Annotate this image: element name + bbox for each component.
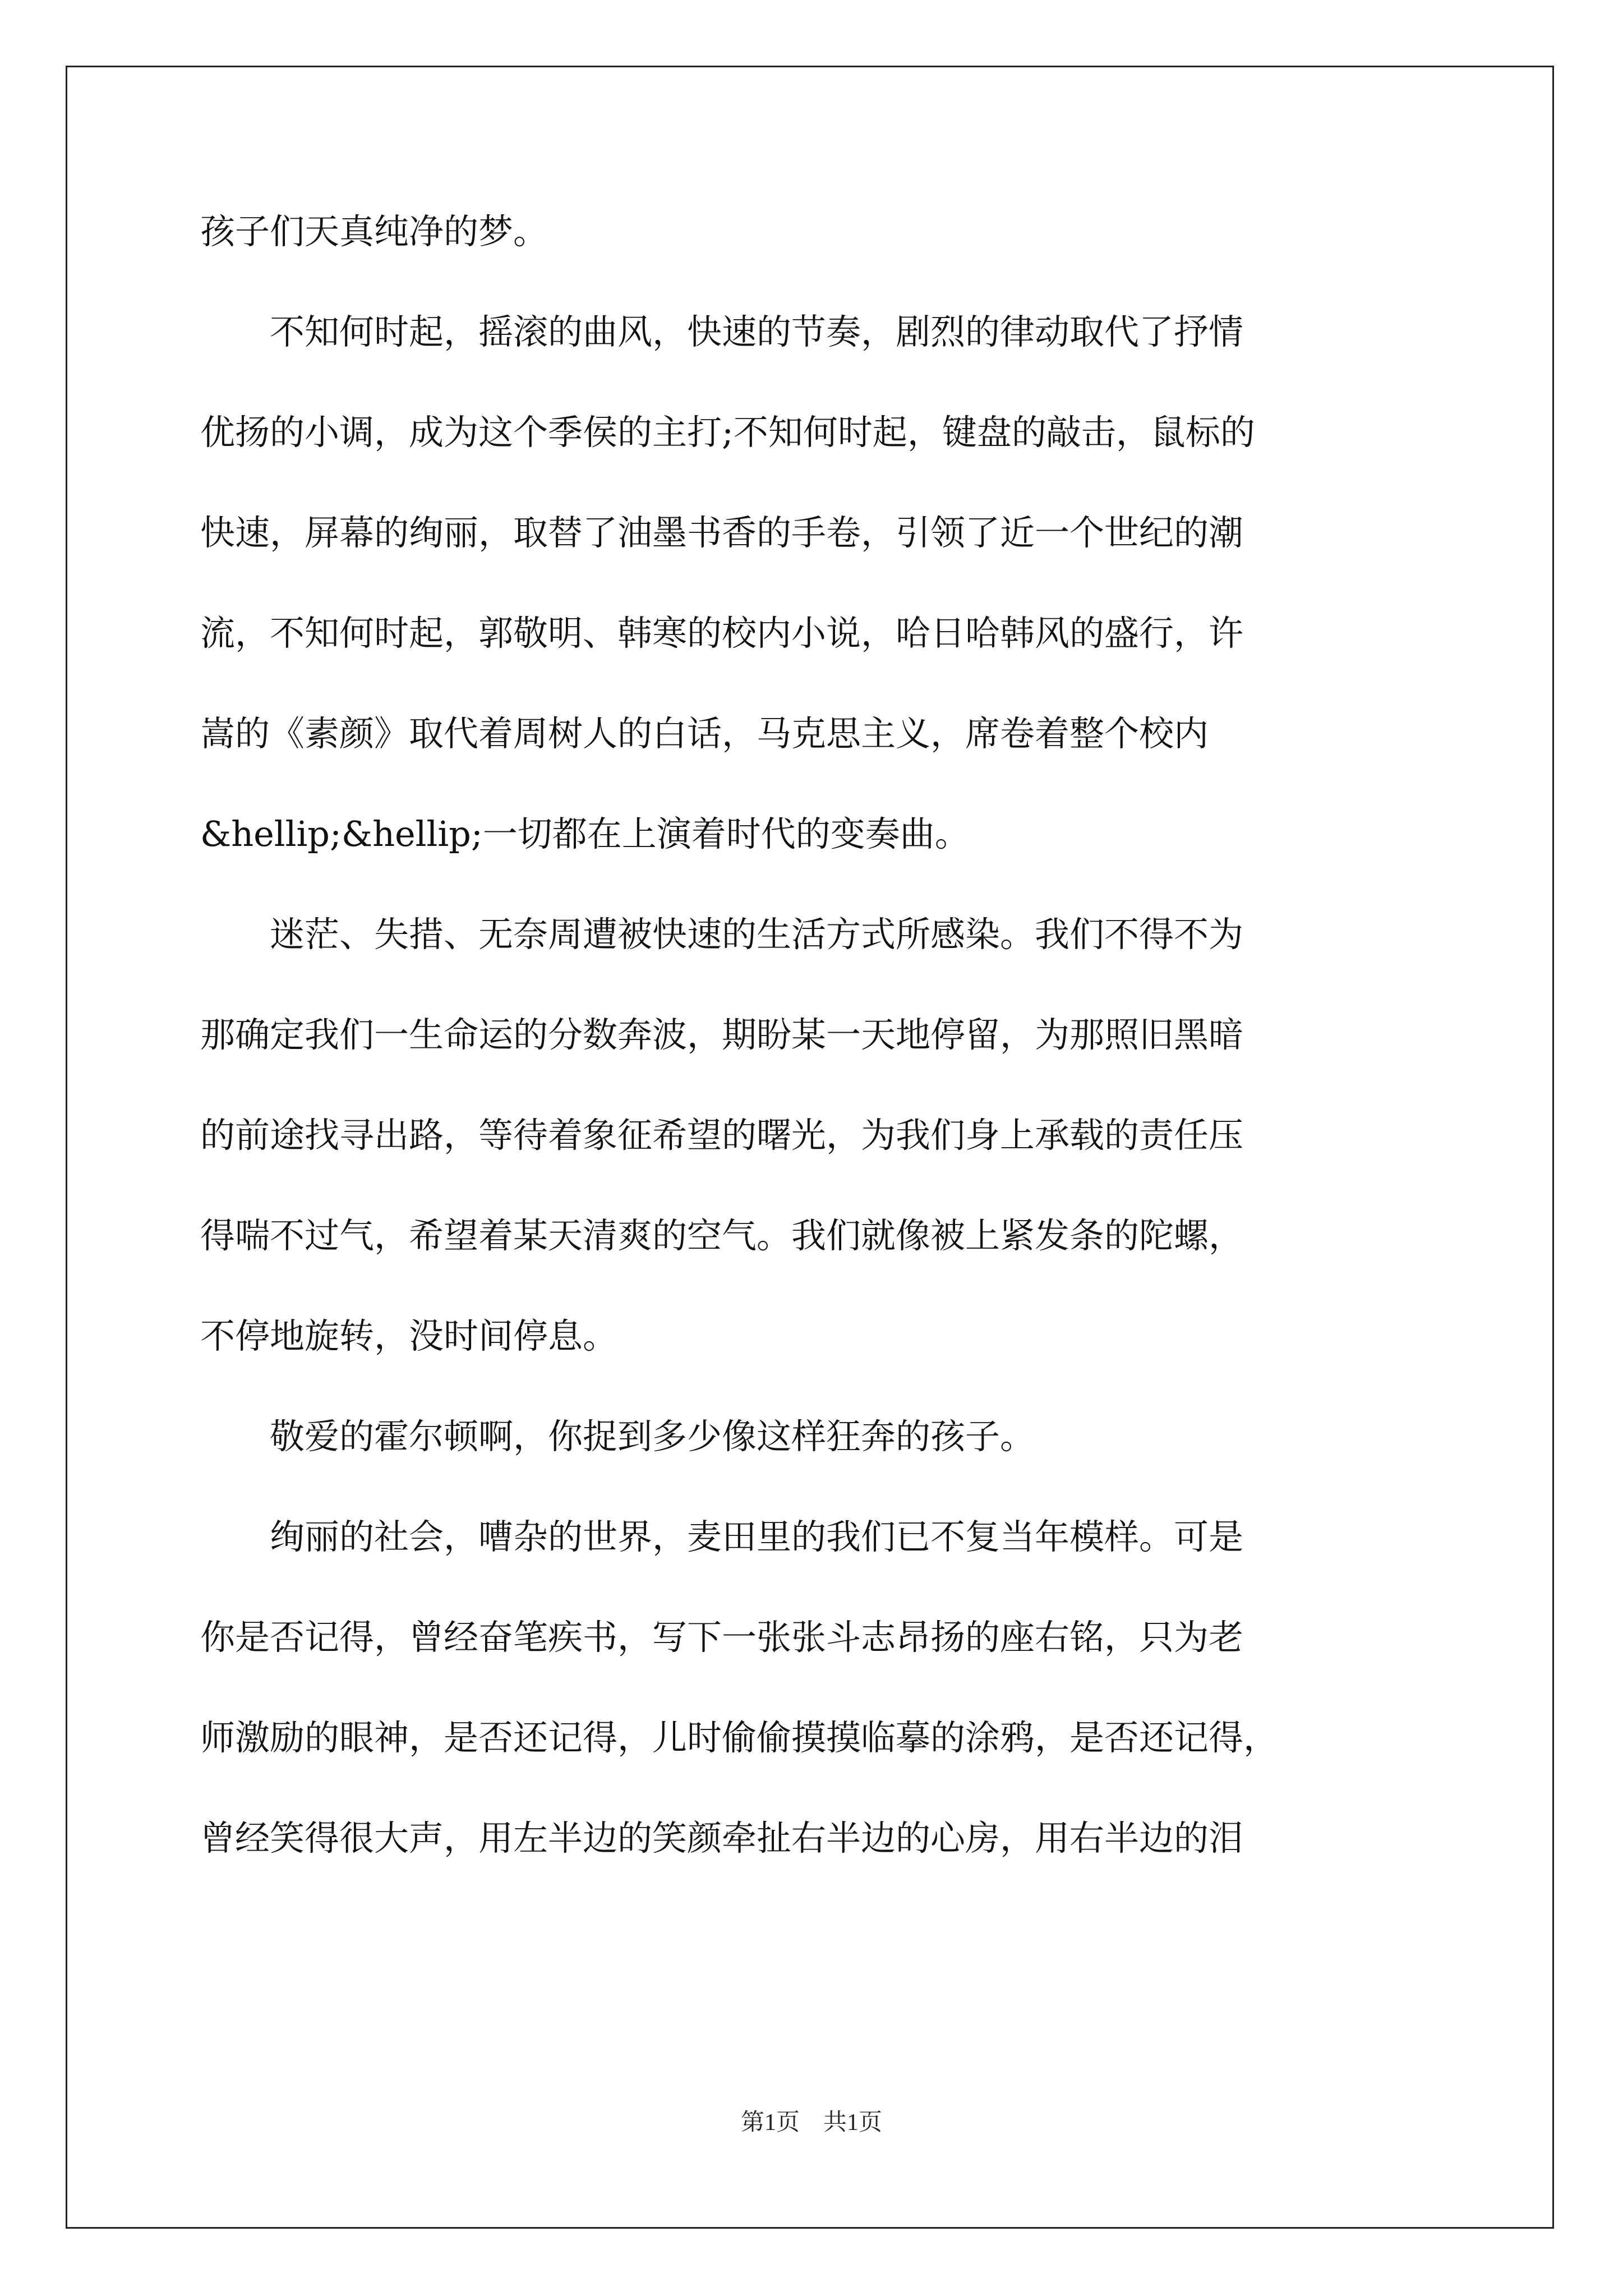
text-line: 得喘不过气，希望着某天清爽的空气。我们就像被上紧发条的陀螺， — [200, 1215, 1244, 1256]
text-line: 快速，屏幕的绚丽，取替了油墨书香的手卷，引领了近一个世纪的潮 — [200, 512, 1244, 553]
text-line: 不停地旋转，没时间停息。 — [200, 1315, 618, 1356]
text-line: 优扬的小调，成为这个季侯的主打;不知何时起，键盘的敲击，鼠标的 — [200, 412, 1255, 453]
text-line: 那确定我们一生命运的分数奔波，期盼某一天地停留，为那照旧黑暗 — [200, 1014, 1244, 1055]
text-line: 的前途找寻出路，等待着象征希望的曙光，为我们身上承载的责任压 — [200, 1115, 1244, 1156]
text-line: 曾经笑得很大声，用左半边的笑颜牵扯右半边的心房，用右半边的泪 — [200, 1818, 1244, 1858]
text-line: 你是否记得，曾经奋笔疾书，写下一张张斗志昂扬的座右铭，只为老 — [200, 1617, 1244, 1658]
text-line: &hellip;&hellip;一切都在上演着时代的变奏曲。 — [200, 813, 970, 854]
paragraph-first-line: 敬爱的霍尔顿啊，你捉到多少像这样狂奔的孩子。 — [270, 1416, 1035, 1457]
text-line: 师激励的眼神，是否还记得，儿时偷偷摸摸临摹的涂鸦，是否还记得， — [200, 1717, 1279, 1758]
paragraph-first-line: 迷茫、失措、无奈周遭被快速的生活方式所感染。我们不得不为 — [270, 914, 1244, 955]
page-number-footer: 第1页 共1页 — [740, 2110, 882, 2136]
paragraph-first-line: 不知何时起，摇滚的曲风，快速的节奏，剧烈的律动取代了抒情 — [270, 311, 1244, 352]
paragraph-first-line: 绚丽的社会，嘈杂的世界，麦田里的我们已不复当年模样。可是 — [270, 1516, 1244, 1557]
text-line: 孩子们天真纯净的梦。 — [200, 211, 548, 252]
text-line: 嵩的《素颜》取代着周树人的白话，马克思主义，席卷着整个校内 — [200, 713, 1209, 754]
text-line: 流，不知何时起，郭敬明、韩寒的校内小说，哈日哈韩风的盛行，许 — [200, 613, 1244, 654]
